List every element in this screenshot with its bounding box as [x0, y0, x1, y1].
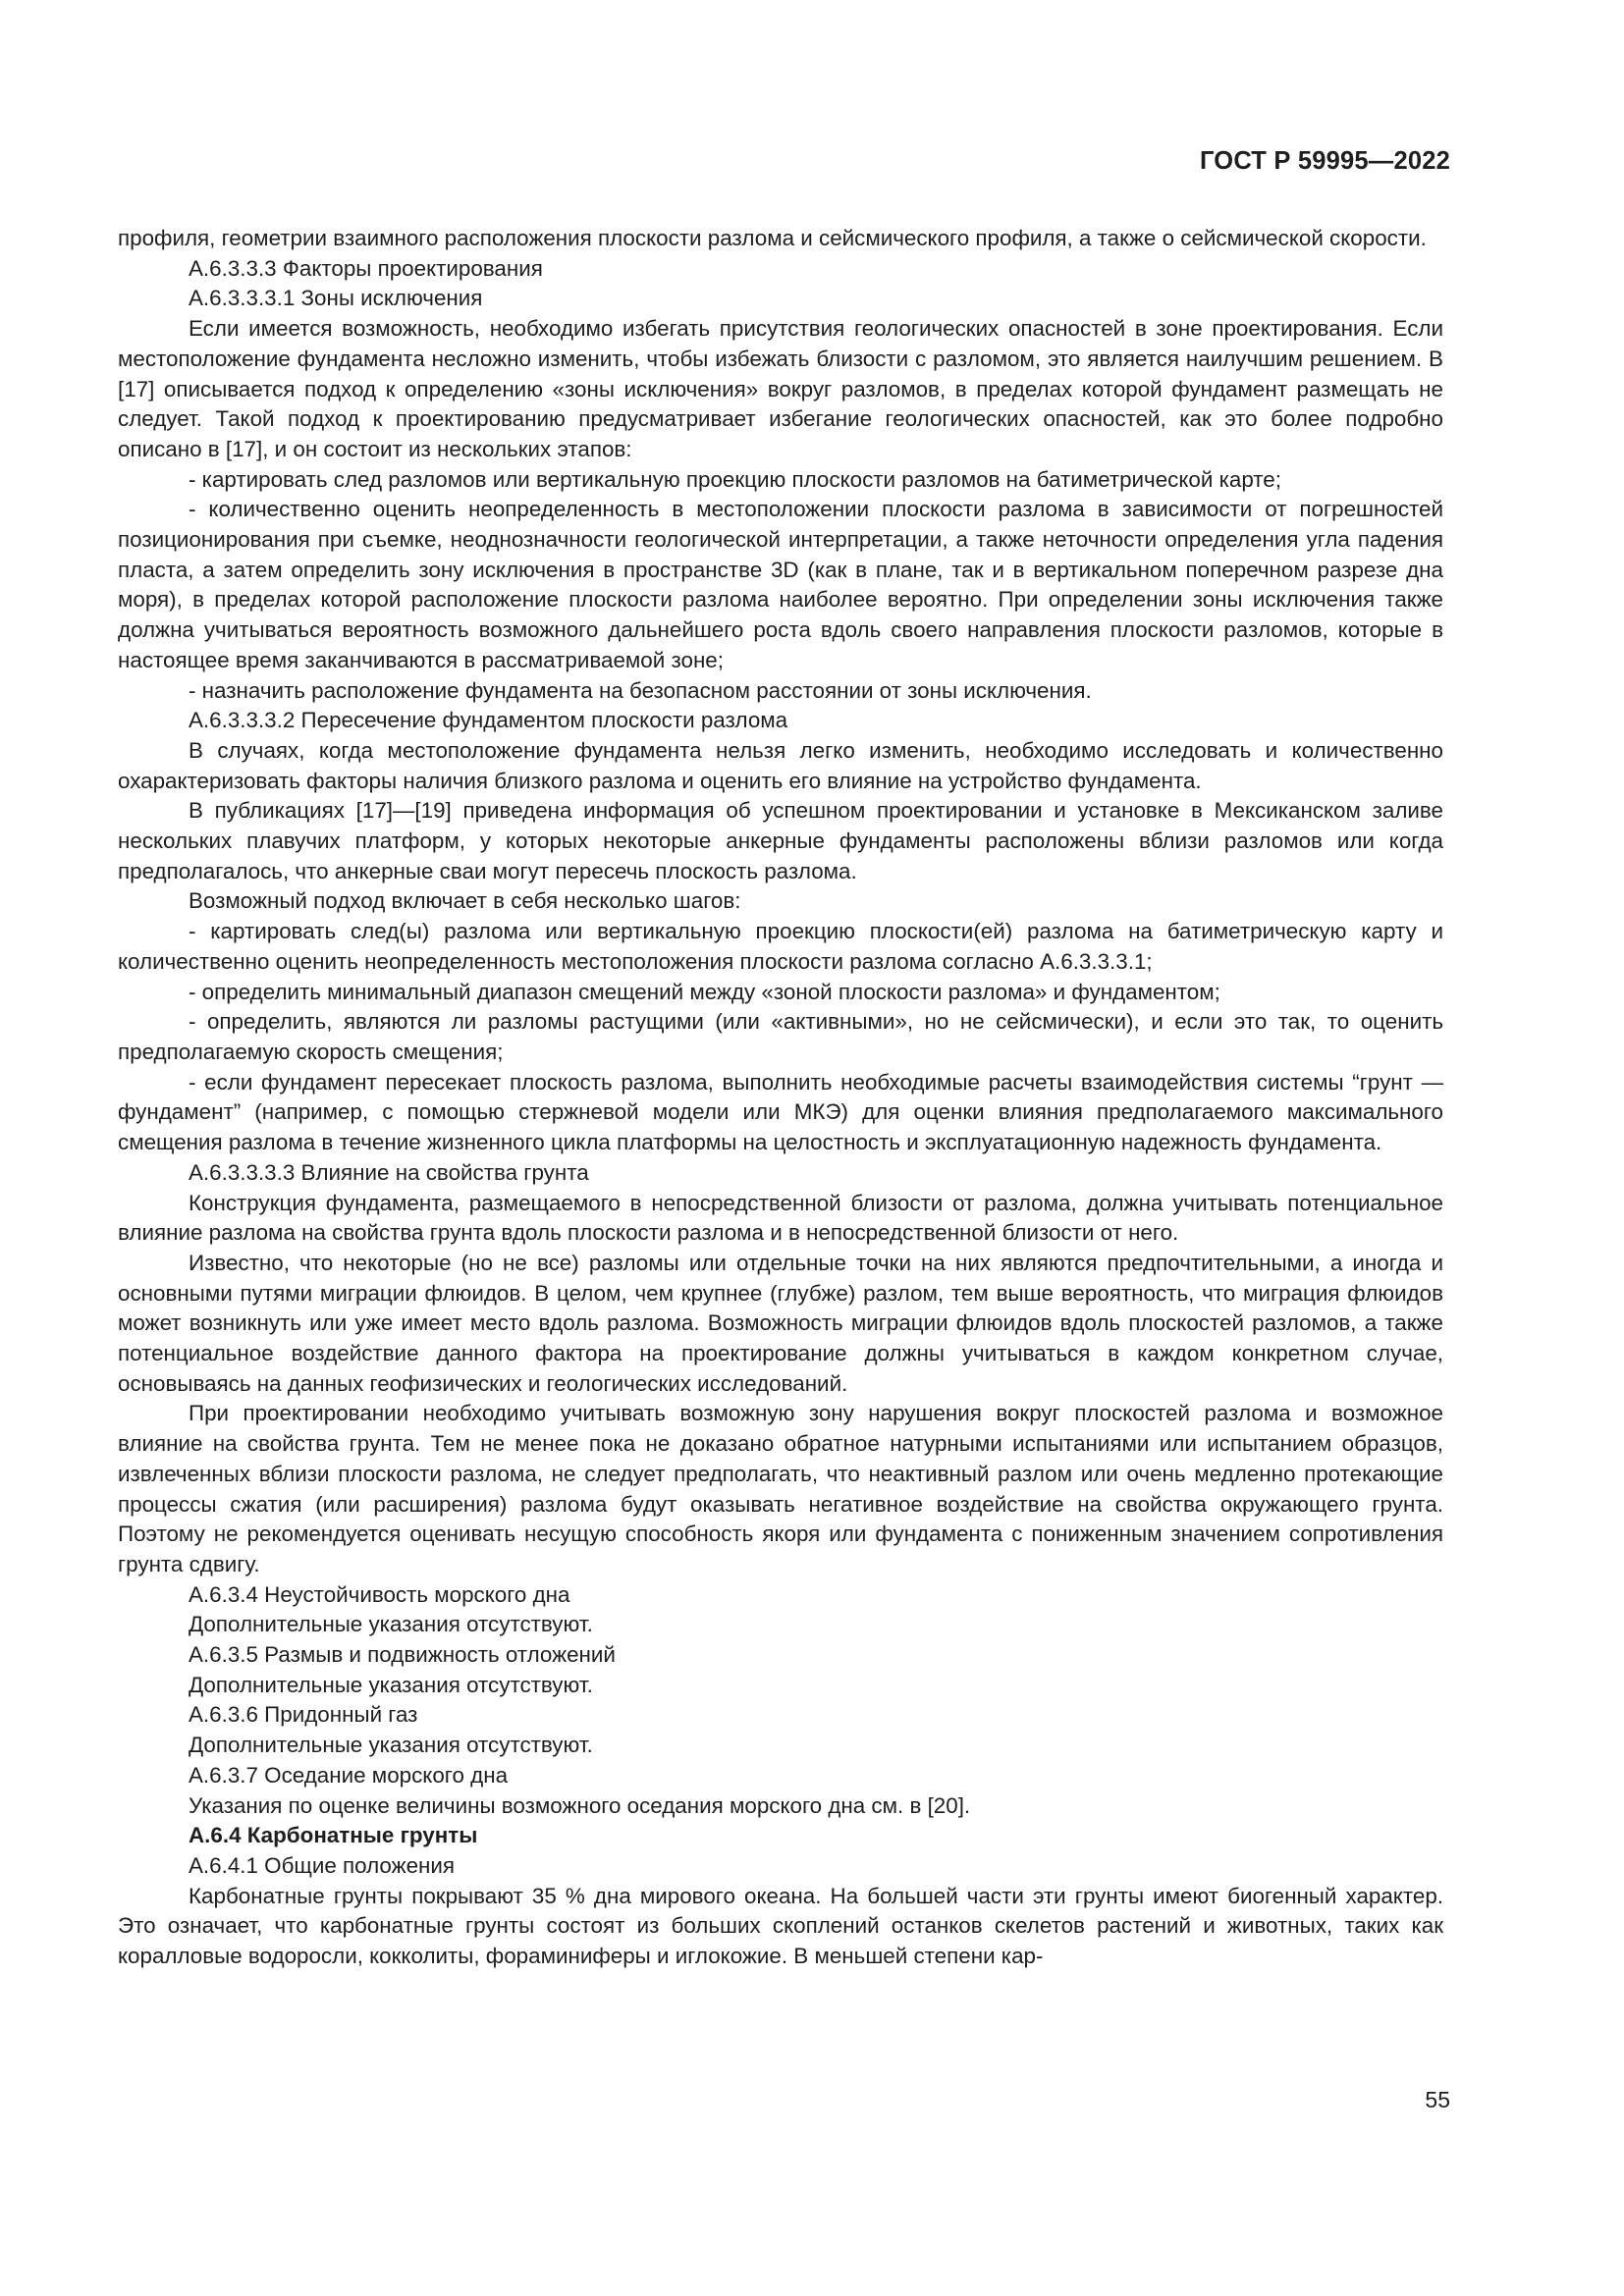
section-heading: А.6.3.3.3.2 Пересечение фундаментом плоскости разлома	[189, 708, 788, 733]
paragraph: Возможный подход включает в себя несколько шагов:	[189, 888, 741, 914]
paragraph: Указания по оценке величины возможного оседания морского дна см. в [20].	[189, 1792, 971, 1818]
paragraph: Дополнительные указания отсутствуют.	[189, 1672, 593, 1697]
section-heading: А.6.3.4 Неустойчивость морского дна	[189, 1581, 570, 1607]
paragraph: Карбонатные грунты покрывают 35 % дна мирового океана. На большей части эти грунты имеют биогенный характер. Это означает, что карбонатные грунты состоят из больших скоплений останков скелетов растений и животных, таких как коралловые водоросли, кокколиты, фораминиферы и иглокожие. В меньшей степени кар-	[118, 1883, 1443, 1969]
section-heading-bold: А.6.4 Карбонатные грунты	[189, 1823, 478, 1848]
list-item: - определить минимальный диапазон смещений между «зоной плоскости разлома» и фундаментом;	[189, 979, 1220, 1004]
document-id: ГОСТ Р 59995—2022	[1199, 147, 1450, 175]
paragraph: В случаях, когда местоположение фундамента нельзя легко изменить, необходимо исследовать и количественно охарактеризовать факторы наличия близкого разлома и оценить его влияние на устройство фундамента.	[118, 737, 1443, 793]
section-heading: А.6.4.1 Общие положения	[189, 1852, 456, 1878]
list-item: - определить, являются ли разломы растущими (или «активными», но не сейсмически), и если это так, то оценить предполагаемую скорость смещения;	[118, 1009, 1443, 1064]
list-item: - картировать след(ы) разлома или вертикальную проекцию плоскости(ей) разлома на батиметрическую карту и количественно оценить неопределенность местоположения плоскости разлома согласно А.6.3.3.3.1;	[118, 919, 1443, 974]
list-item: - количественно оценить неопределенность в местоположении плоскости разлома в зависимости от погрешностей позиционирования при съемке, неоднозначности геологической интерпретации, а также неточности определения угла падения пласта, а затем определить зону исключения в пространстве 3D (как в плане, так и в вертикальном поперечном разрезе дна моря), в пределах которой расположение плоскости разлома наиболее вероятно. При определении зоны исключения также должна учитываться вероятность возможного дальнейшего роста вдоль своего направления плоскости разломов, которые в настоящее время заканчиваются в рассматриваемой зоне;	[118, 497, 1443, 672]
list-item: - если фундамент пересекает плоскость разлома, выполнить необходимые расчеты взаимодействия системы “грунт — фундамент” (например, с помощью стержневой модели или МКЭ) для оценки влияния предполагаемого максимального смещения разлома в течение жизненного цикла платформы на целостность и эксплуатационную надежность фундамента.	[118, 1069, 1443, 1155]
list-item: - картировать след разломов или вертикальную проекцию плоскости разломов на батиметрической карте;	[189, 466, 1281, 492]
paragraph: Известно, что некоторые (но не все) разломы или отдельные точки на них являются предпочтительными, а иногда и основными путями миграции флюидов. В целом, чем крупнее (глубже) разлом, тем выше вероятность, что миграция флюидов может возникнуть или уже имеет место вдоль разлома. Возможность миграции флюидов вдоль плоскостей разломов, а также потенциальное воздействие данного фактора на проектирование должны учитываться в каждом конкретном случае, основываясь на данных геофизических и геологических исследований.	[118, 1250, 1443, 1396]
section-heading: А.6.3.6 Придонный газ	[189, 1702, 418, 1728]
section-heading: А.6.3.3.3.3 Влияние на свойства грунта	[189, 1159, 589, 1185]
list-item: - назначить расположение фундамента на безопасном расстоянии от зоны исключения.	[189, 677, 1092, 703]
section-heading: А.6.3.7 Оседание морского дна	[189, 1762, 509, 1788]
paragraph: При проектировании необходимо учитывать возможную зону нарушения вокруг плоскостей разлома и возможное влияние на свойства грунта. Тем не менее пока не доказано обратное натурными испытаниями или испытанием образцов, извлеченных вблизи плоскости разлома, не следует предполагать, что неактивный разлом или очень медленно протекающие процессы сжатия (или расширения) разлома будут оказывать негативное воздействие на свойства окружающего грунта. Поэтому не рекомендуется оценивать несущую способность якоря или фундамента с пониженным значением сопротивления грунта сдвигу.	[118, 1401, 1443, 1576]
paragraph: В публикациях [17]—[19] приведена информация об успешном проектировании и установке в Мексиканском заливе нескольких плавучих платформ, у которых некоторые анкерные фундаменты расположены вблизи разломов или когда предполагалось, что анкерные сваи могут пересечь плоскость разлома.	[118, 798, 1443, 883]
section-heading: А.6.3.5 Размыв и подвижность отложений	[189, 1642, 616, 1668]
paragraph: Дополнительные указания отсутствуют.	[189, 1612, 593, 1637]
paragraph: Дополнительные указания отсутствуют.	[189, 1733, 593, 1758]
section-heading: А.6.3.3.3.1 Зоны исключения	[189, 286, 483, 311]
paragraph: профиля, геометрии взаимного расположения плоскости разлома и сейсмического профиля, а также о сейсмической скорости.	[118, 226, 1427, 250]
paragraph: Если имеется возможность, необходимо избегать присутствия геологических опасностей в зоне проектирования. Если местоположение фундамента несложно изменить, чтобы избежать близости с разломом, это является наилучшим решением. В [17] описывается подход к определению «зоны исключения» вокруг разломов, в пределах которой фундамент размещать не следует. Такой подход к проектированию предусматривает избегание геологических опасностей, как это более подробно описано в [17], и он состоит из нескольких этапов:	[118, 316, 1443, 461]
section-heading: А.6.3.3.3 Факторы проектирования	[189, 255, 543, 281]
paragraph: Конструкция фундамента, размещаемого в непосредственной близости от разлома, должна учитывать потенциальное влияние разлома на свойства грунта вдоль плоскости разлома и в непосредственной близости от него.	[118, 1190, 1443, 1246]
document-body	[118, 224, 1443, 1972]
page-number: 55	[1425, 2087, 1450, 2112]
